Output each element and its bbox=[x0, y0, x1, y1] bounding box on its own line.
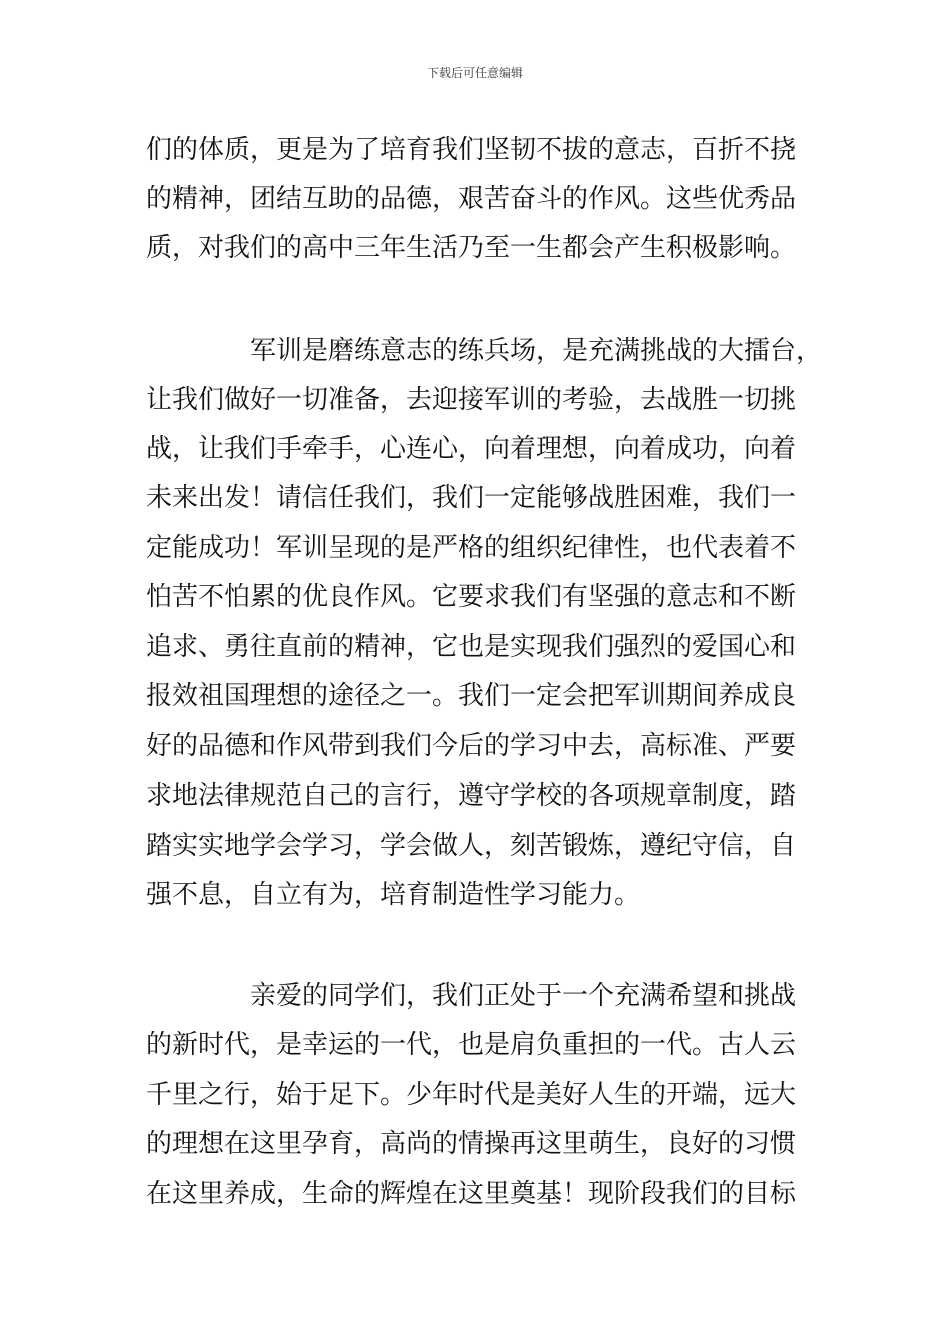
text-line: 强不息，自立有为，培育制造性学习能力。 bbox=[146, 880, 641, 910]
text-line: 踏实实地学会学习，学会做人，刻苦锻炼，遵纪守信，自 bbox=[146, 831, 797, 861]
text-line: 定能成功！军训呈现的是严格的组织纪律性，也代表着不 bbox=[146, 533, 797, 563]
text-line: 的理想在这里孕育，高尚的情操再这里萌生，良好的习惯 bbox=[146, 1129, 797, 1159]
text-line: 质，对我们的高中三年生活乃至一生都会产生积极影响。 bbox=[146, 233, 797, 263]
text-line: 求地法律规范自己的言行，遵守学校的各项规章制度，踏 bbox=[146, 781, 797, 811]
page-header: 下载后可任意编辑 bbox=[426, 66, 523, 80]
text-line: 好的品德和作风带到我们今后的学习中去，高标准、严要 bbox=[146, 731, 797, 761]
text-line: 军训是磨练意志的练兵场，是充满挑战的大擂台， bbox=[250, 336, 823, 366]
text-line: 报效祖国理想的途径之一。我们一定会把军训期间养成良 bbox=[146, 681, 797, 711]
text-line: 怕苦不怕累的优良作风。它要求我们有坚强的意志和不断 bbox=[146, 582, 797, 612]
text-line: 的新时代，是幸运的一代，也是肩负重担的一代。古人云 bbox=[146, 1030, 797, 1060]
text-line: 追求、勇往直前的精神，它也是实现我们强烈的爱国心和 bbox=[146, 632, 797, 662]
text-line: 战，让我们手牵手，心连心，向着理想，向着成功，向着 bbox=[146, 434, 797, 464]
text-line: 们的体质，更是为了培育我们坚韧不拔的意志，百折不挠 bbox=[146, 135, 797, 165]
text-line: 的精神，团结互助的品德，艰苦奋斗的作风。这些优秀品 bbox=[146, 184, 797, 214]
text-line: 未来出发！请信任我们，我们一定能够战胜困难，我们一 bbox=[146, 483, 797, 513]
text-line: 在这里养成，生命的辉煌在这里奠基！现阶段我们的目标 bbox=[146, 1179, 797, 1209]
text-line: 让我们做好一切准备，去迎接军训的考验，去战胜一切挑 bbox=[146, 385, 797, 415]
text-line: 亲爱的同学们，我们正处于一个充满希望和挑战 bbox=[250, 981, 797, 1011]
text-line: 千里之行，始于足下。少年时代是美好人生的开端，远大 bbox=[146, 1080, 797, 1110]
